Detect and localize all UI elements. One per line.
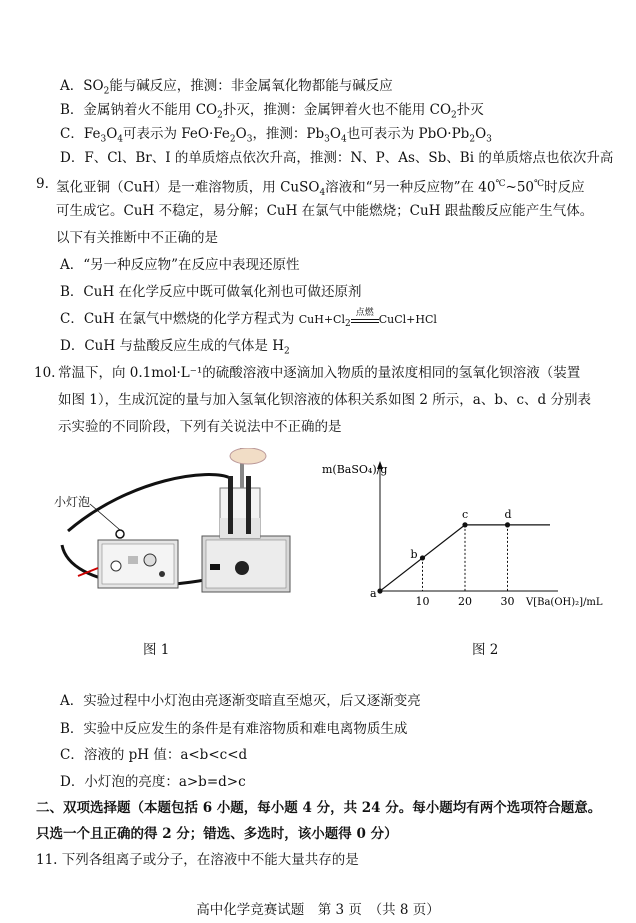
- point-label-c: c: [462, 507, 469, 521]
- q8-option-d: D．F、Cl、Br、I 的单质熔点依次升高，推测：N、P、As、Sb、Bi 的单质熔点也依次升高: [60, 150, 614, 166]
- page-footer: 高中化学竞赛试题 第 3 页 （共 8 页）: [196, 902, 440, 918]
- q10-number: 10.: [34, 365, 56, 381]
- q10-option-c: C．溶液的 pH 值：a<b<c<d: [60, 747, 248, 763]
- q10-option-a: A．实验过程中小灯泡由亮逐渐变暗直至熄灭，后又逐渐变亮: [60, 693, 421, 709]
- q10-option-b: B．实验中反应发生的条件是有难溶物质和难电离物质生成: [60, 721, 408, 737]
- q9-option-a: A．“另一种反应物”在反应中表现还原性: [60, 257, 300, 273]
- point-c: [462, 522, 467, 527]
- q8-option-a: A．$SO_2$能与碱反应，推测：非金属氧化物都能与碱反应: [60, 78, 393, 97]
- figure2-caption: 图 2: [472, 642, 499, 658]
- point-b: [420, 555, 425, 560]
- q10-stem-line3: 示实验的不同阶段，下列有关说法中不正确的是: [58, 419, 342, 435]
- point-label-b: b: [410, 547, 418, 561]
- figure1-bulb-label: 小灯泡: [54, 495, 91, 509]
- x-axis-label: V[Ba(OH)₂]/mL: [526, 597, 603, 608]
- section2-heading-line1: 二、双项选择题（本题包括 6 小题，每小题 4 分，共 24 分。每小题均有两个选项符合题意。: [36, 800, 602, 816]
- q11-stem: 11. 下列各组离子或分子，在溶液中不能大量共存的是: [36, 852, 359, 868]
- figure1-apparatus: [50, 448, 310, 608]
- q10-option-d: D．小灯泡的亮度：a>b=d>c: [60, 774, 246, 790]
- point-label-a: a: [370, 587, 377, 600]
- q9-number: 9.: [36, 176, 49, 192]
- q9-equation-condition: 点燃: [351, 313, 379, 323]
- point-label-d: d: [504, 507, 512, 521]
- figure2-chart: [320, 455, 626, 615]
- q8-option-b: B．金属钠着火不能用 $CO_2$扑灭，推测：金属钾着火也不能用 $CO_2$扑灭: [60, 102, 484, 121]
- q9-equation-right: CuCl+HCl: [378, 313, 437, 326]
- x-tick-20: 20: [458, 595, 472, 608]
- x-tick-10: 10: [415, 595, 430, 608]
- q10-stem-line1: 常温下，向 0.1mol·L⁻¹的硫酸溶液中逐滴加入物质的量浓度相同的氢氧化钡溶液（装置: [58, 365, 581, 381]
- q9-option-c: C．CuH 在氯气中燃烧的化学方程式为 $CuH+Cl_2$ 点燃 CuCl+HCl: [60, 308, 437, 330]
- q9-option-d: D．CuH 与盐酸反应生成的气体是 $H_2$: [60, 338, 290, 357]
- x-tick-30: 30: [500, 595, 515, 608]
- q9-stem-line1: 氢化亚铜（CuH）是一难溶物质，用 CuSO$_4$溶液和“另一种反应物”在 40℃~50℃时反应: [56, 179, 585, 199]
- figure1-caption: 图 1: [143, 642, 170, 658]
- q9-equation-left: $CuH+Cl_2$: [298, 313, 351, 330]
- q10-stem-line2: 如图 1），生成沉淀的量与加入氢氧化钡溶液的体积关系如图 2 所示，a、b、c、d 分别表: [58, 392, 591, 408]
- point-d: [505, 522, 510, 527]
- y-axis-label: m(BaSO₄)/g: [322, 463, 388, 476]
- q8-option-c: C．$Fe_3O_4$可表示为 $FeO\cdot Fe_2O_3$，推测：$Pb_3O_4$也可表示为 $PbO\cdot Pb_2O_3$: [60, 126, 492, 145]
- q9-option-b: B．CuH 在化学反应中既可做氧化剂也可做还原剂: [60, 284, 362, 300]
- q9-stem-line3: 以下有关推断中不正确的是: [56, 230, 218, 246]
- section2-heading-line2: 只选一个且正确的得 2 分；错选、多选时，该小题得 0 分）: [36, 826, 398, 842]
- point-a: [377, 588, 382, 593]
- q9-stem-line2: 可生成它。CuH 不稳定，易分解；CuH 在氯气中能燃烧；CuH 跟盐酸反应能产生气体。: [56, 203, 594, 219]
